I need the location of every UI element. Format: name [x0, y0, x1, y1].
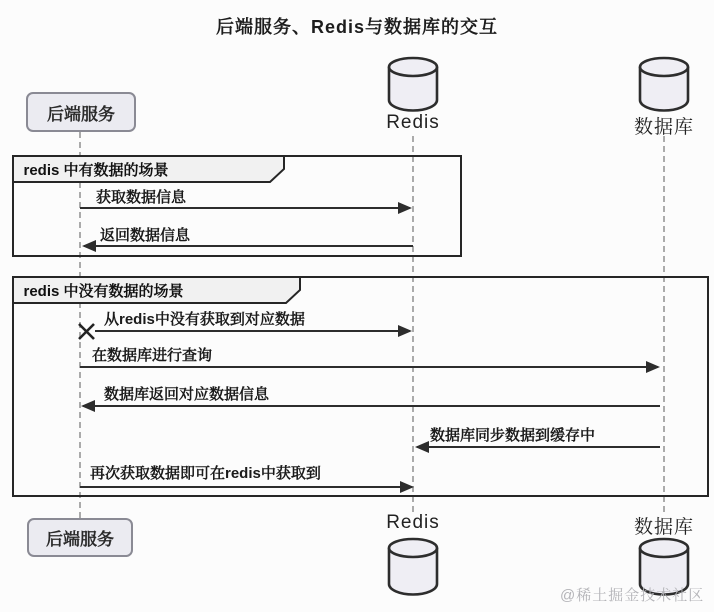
message-arrow-right: [80, 207, 410, 209]
frame-redis-has-data-header: [12, 155, 286, 183]
message-arrow-left: [84, 245, 413, 247]
arrowhead-right-icon: [398, 202, 412, 214]
watermark: @稀土掘金技术社区: [560, 587, 705, 604]
frame-redis-has-data: [12, 155, 462, 257]
message-label: 数据库返回对应数据信息: [104, 386, 270, 403]
message-arrow-right: [80, 486, 412, 488]
frame-redis-no-data-label: redis 中没有数据的场景: [23, 282, 184, 300]
message-label: 获取数据信息: [96, 189, 187, 206]
frame-redis-no-data-header: [12, 276, 302, 304]
database-cylinder-icon: [384, 56, 442, 117]
actor-backend-top: [26, 92, 136, 132]
frame-redis-has-data-label: redis 中有数据的场景: [23, 161, 169, 179]
message-label: 从redis中没有获取到对应数据: [104, 311, 305, 328]
actor-redis-top-label: Redis: [386, 112, 440, 133]
message-arrow-left: [83, 405, 660, 407]
failed-message-x-icon: [77, 322, 96, 346]
actor-backend-top-label: 后端服务: [47, 104, 115, 124]
arrowhead-left-icon: [81, 400, 95, 412]
arrowhead-right-icon: [398, 325, 412, 337]
message-label: 数据库同步数据到缓存中: [430, 427, 596, 444]
actor-backend-bottom: [27, 518, 133, 557]
message-label: 返回数据信息: [100, 227, 191, 244]
arrowhead-right-icon: [646, 361, 660, 373]
database-cylinder-icon: [384, 537, 442, 602]
actor-database-top-label: 数据库: [633, 117, 694, 138]
arrowhead-right-icon: [400, 481, 414, 493]
actor-backend-bottom-label: 后端服务: [46, 530, 114, 549]
arrowhead-left-icon: [82, 240, 96, 252]
database-cylinder-icon: [635, 56, 693, 117]
message-arrow-right: [80, 366, 658, 368]
diagram-title: 后端服务、Redis与数据库的交互: [215, 17, 498, 37]
message-label: 在数据库进行查询: [92, 347, 213, 364]
message-arrow-left: [417, 446, 660, 448]
actor-database-bottom-label: 数据库: [633, 517, 694, 538]
arrowhead-left-icon: [415, 441, 429, 453]
message-label: 再次获取数据即可在redis中获取到: [90, 465, 321, 482]
actor-redis-bottom-label: Redis: [386, 512, 440, 533]
message-arrow-right: [95, 330, 410, 332]
